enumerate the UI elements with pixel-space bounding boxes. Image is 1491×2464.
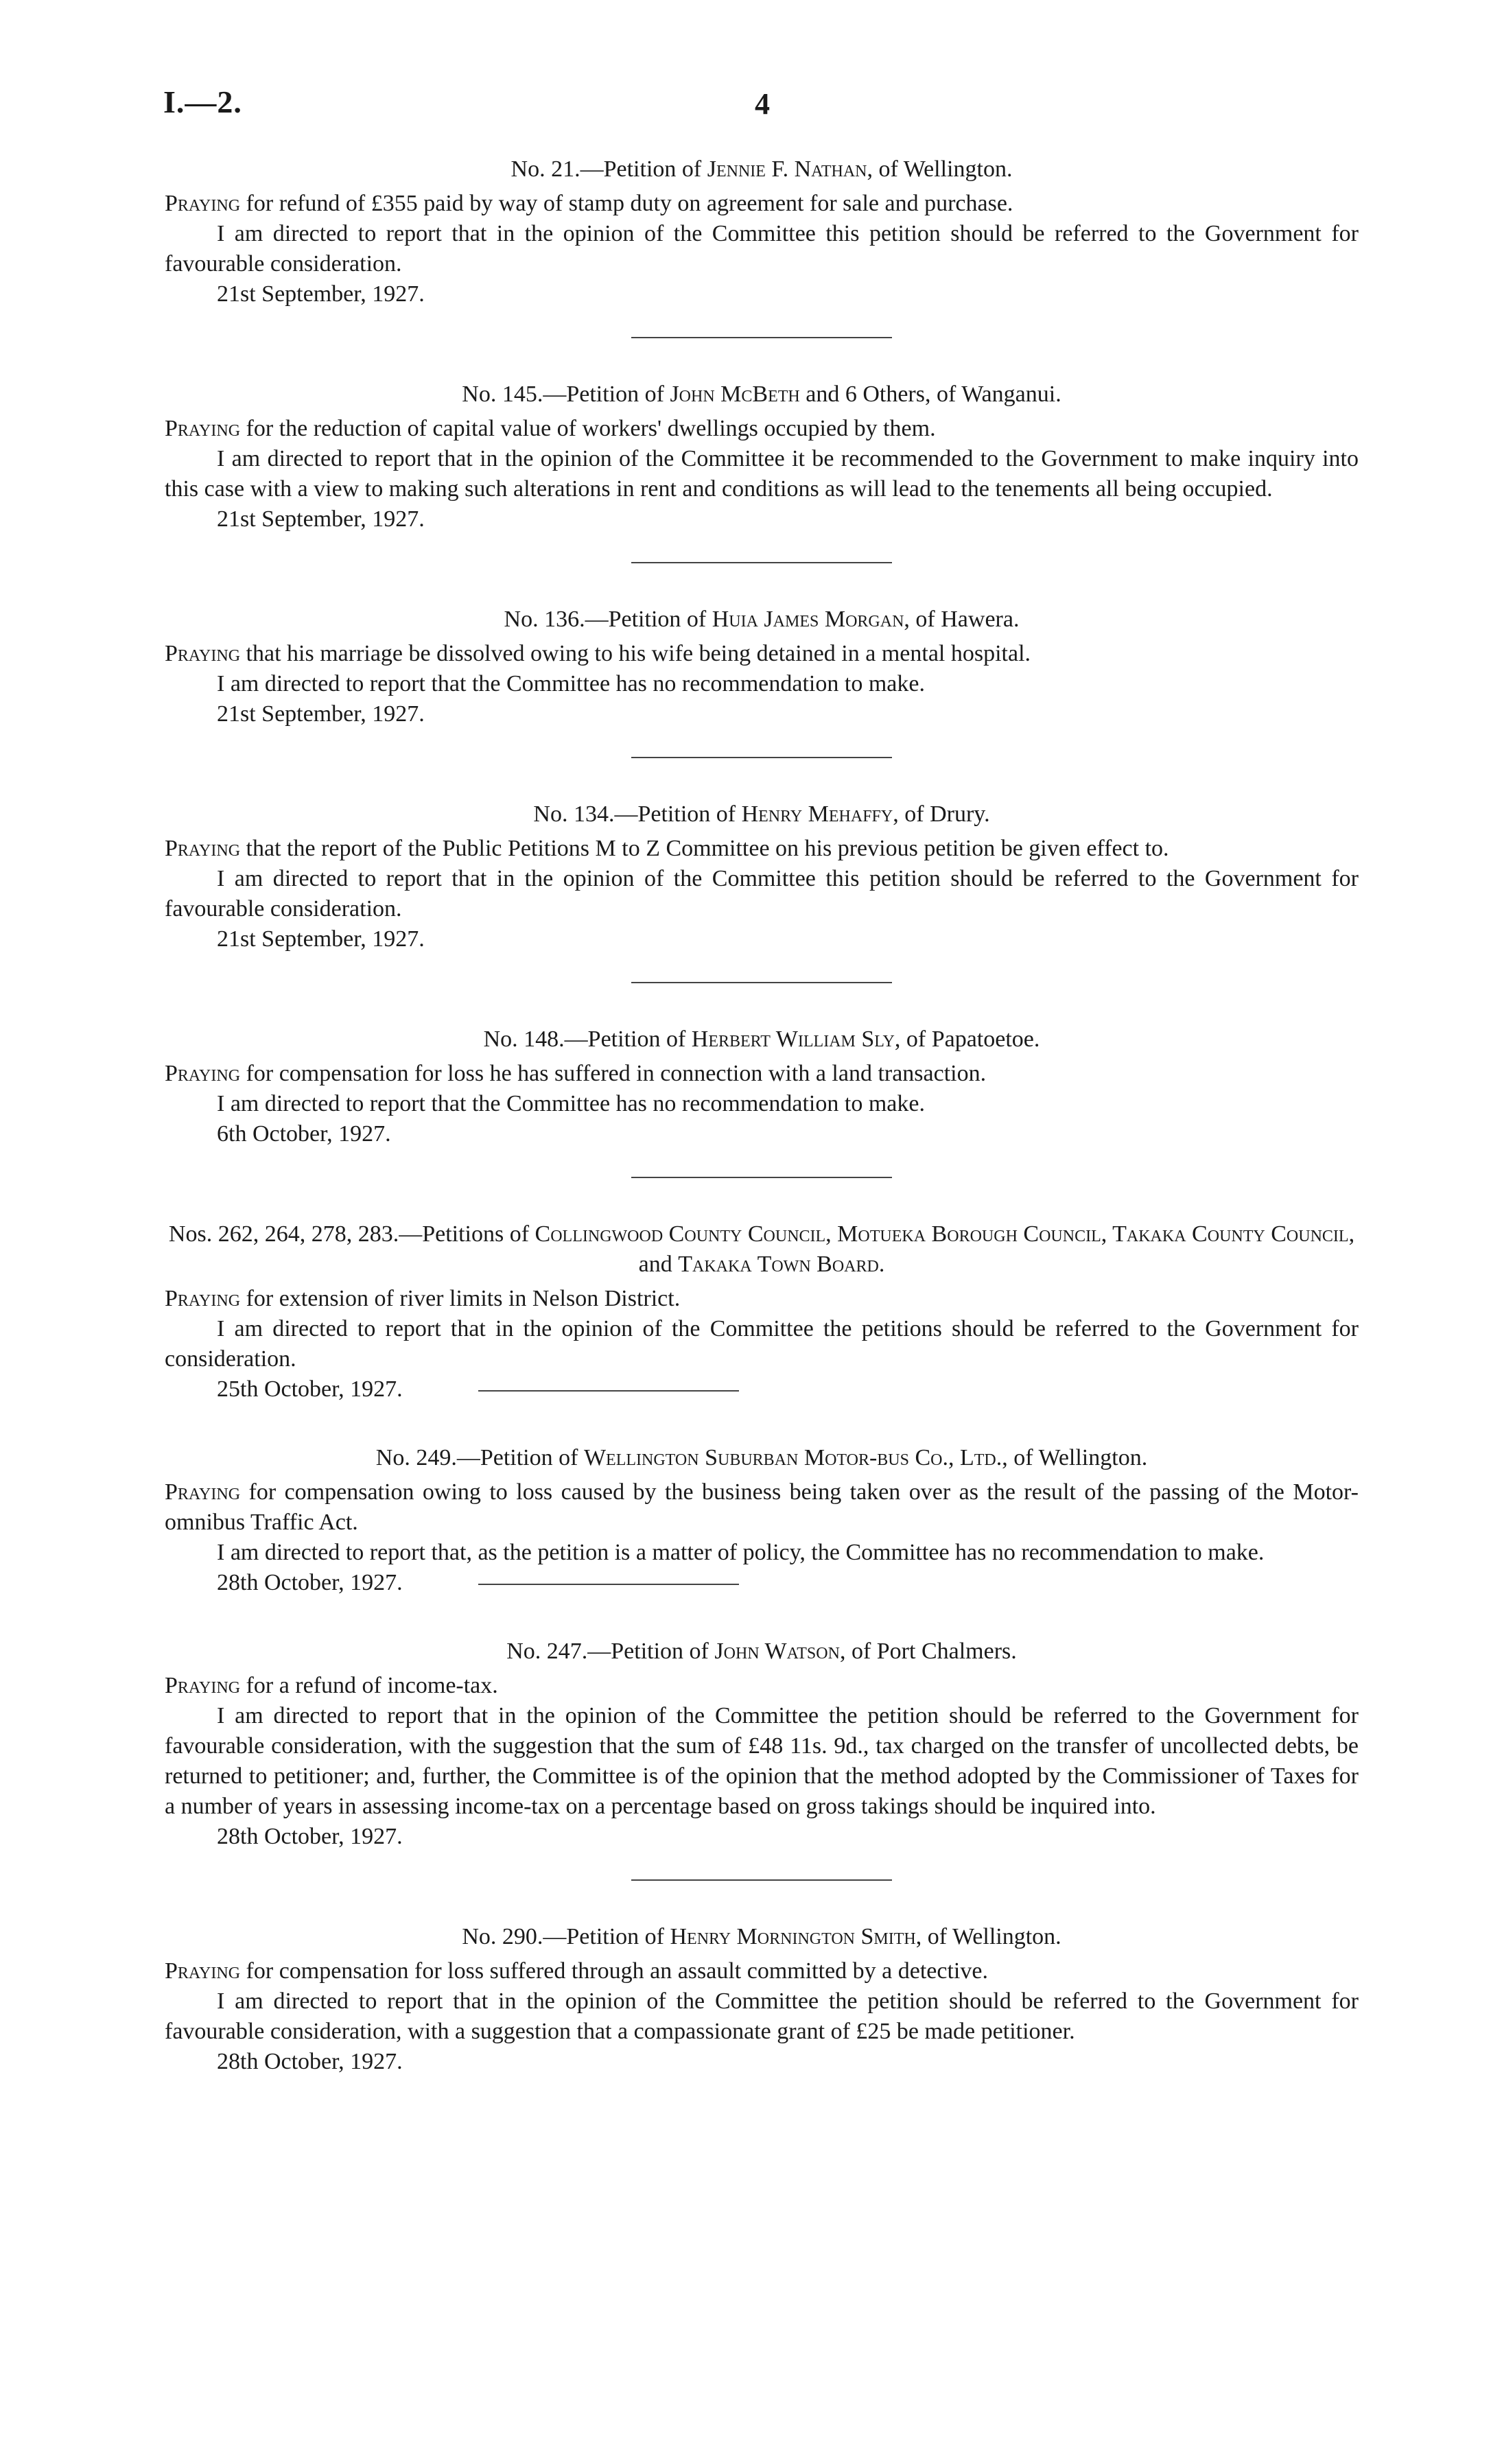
praying-word: Praying [165, 1286, 241, 1311]
petition-title [165, 1443, 1359, 1473]
report-paragraph: I am directed to report that in the opinion of the Committee this petition should be referred to the Government for favourable consideration. [165, 866, 1359, 922]
petition-title [165, 1024, 1359, 1055]
praying-paragraph [165, 834, 1359, 864]
petitioner-name: Huia James Morgan [712, 607, 904, 632]
petition-number: No. 136.—Petition of [504, 607, 707, 632]
petitioner-name: Herbert William Sly [691, 1026, 895, 1052]
petitioner-name-2: Takaka Town Board [678, 1252, 879, 1277]
paper-reference: I.—2. [163, 84, 242, 119]
report-paragraph: I am directed to report that in the opinion of the Committee it be recommended to the Government to make inquiry into this case with a view to making such alterations in rent and conditions as will lead to the tenements all being occupied. [165, 446, 1359, 502]
report-paragraph: I am directed to report that in the opinion of the Committee the petition should be referred to the Government for favourable consideration, with a suggestion that a compassionate grant of £25 be made petitioner. [165, 1988, 1359, 2044]
praying-text: for compensation for loss he has suffered in connection with a land transaction. [240, 1061, 987, 1086]
praying-text: for refund of £355 paid by way of stamp duty on agreement for sale and purchase. [240, 191, 1013, 216]
separator-rule [631, 1879, 892, 1881]
separator-rule [478, 1584, 739, 1585]
petition-title [165, 1636, 1359, 1667]
separator-rule [631, 1177, 892, 1178]
separator-rule [631, 982, 892, 983]
praying-paragraph [165, 189, 1359, 219]
petition-title [165, 1922, 1359, 1952]
petition-entry [165, 1024, 1359, 1149]
petition-title [165, 379, 1359, 410]
report-date: 6th October, 1927. [217, 1121, 391, 1147]
praying-word: Praying [165, 641, 241, 666]
petitioner-place: , of Port Chalmers. [839, 1639, 1017, 1664]
date-row [217, 1374, 1359, 1405]
petition-title [165, 154, 1359, 185]
separator-rule [631, 757, 892, 758]
report-date: 28th October, 1927. [217, 1824, 403, 1849]
petitioner-name: Jennie F. Nathan [707, 156, 867, 182]
petition-number: No. 21.—Petition of [510, 156, 702, 182]
report-date: 21st September, 1927. [217, 506, 425, 532]
praying-paragraph [165, 1284, 1359, 1314]
praying-word: Praying [165, 416, 241, 441]
petitioner-place: , of Hawera. [904, 607, 1020, 632]
report-date: 21st September, 1927. [217, 926, 425, 952]
petition-entry [165, 605, 1359, 729]
praying-paragraph [165, 639, 1359, 669]
petition-number: No. 134.—Petition of [533, 801, 736, 827]
petition-entry [165, 154, 1359, 309]
petition-entry [165, 379, 1359, 535]
petition-number: No. 247.—Petition of [506, 1639, 709, 1664]
petitions-list [165, 154, 1359, 2077]
petition-entry [165, 1636, 1359, 1852]
petitioner-place: and 6 Others, of Wanganui. [799, 382, 1061, 407]
petitioner-place: , of Wellington. [1002, 1445, 1148, 1470]
petitioner-name: Henry Mehaffy [741, 801, 893, 827]
report-date: 21st September, 1927. [217, 281, 425, 307]
petitioner-name: Wellington Suburban Motor-bus Co., Ltd. [583, 1445, 1002, 1470]
petitioner-name: John Watson [714, 1639, 840, 1664]
praying-text: for compensation for loss suffered through an assault committed by a detective. [240, 1958, 988, 1984]
praying-text: for extension of river limits in Nelson District. [240, 1286, 681, 1311]
praying-text: for the reduction of capital value of workers' dwellings occupied by them. [240, 416, 936, 441]
date-row [217, 1568, 1359, 1598]
praying-text: for a refund of income-tax. [240, 1673, 498, 1698]
report-paragraph: I am directed to report that in the opinion of the Committee the petition should be referred to the Government for favourable consideration, with the suggestion that the sum of £48 11s. 9d., tax charged on the transfer of uncollected debts, be returned to petitioner; and, further, the Committee is of the opinion that the method adopted by the Commissioner of Taxes for a number of years in assessing income-tax on a percentage based on gross takings should be inquired into. [165, 1703, 1359, 1819]
petition-entry [165, 1219, 1359, 1405]
report-date: 21st September, 1927. [217, 701, 425, 727]
petition-entry [165, 1443, 1359, 1598]
praying-text: for compensation owing to loss caused by the business being taken over as the result of the passing of the Motor-omnibus Traffic Act. [165, 1479, 1359, 1535]
report-paragraph: I am directed to report that, as the petition is a matter of policy, the Committee has no recommendation to make. [217, 1540, 1265, 1565]
petitioner-place: , and [638, 1221, 1355, 1277]
petition-title [165, 799, 1359, 830]
praying-paragraph [165, 1477, 1359, 1538]
praying-text: that the report of the Public Petitions M to Z Committee on his previous petition be given effect to. [240, 836, 1169, 861]
report-paragraph: I am directed to report that in the opinion of the Committee the petitions should be referred to the Government for consideration. [165, 1316, 1359, 1372]
petition-entry [165, 799, 1359, 954]
petitioner-place: , of Wellington. [915, 1924, 1061, 1949]
separator-rule [478, 1390, 739, 1392]
petitioner-place: , of Drury. [893, 801, 990, 827]
petition-number: No. 290.—Petition of [462, 1924, 664, 1949]
petition-number: No. 148.—Petition of [483, 1026, 686, 1052]
separator-rule [631, 337, 892, 338]
praying-word: Praying [165, 836, 241, 861]
praying-word: Praying [165, 1061, 241, 1086]
petition-number: No. 145.—Petition of [462, 382, 664, 407]
praying-paragraph [165, 1059, 1359, 1089]
praying-text: that his marriage be dissolved owing to his wife being detained in a mental hospital. [240, 641, 1031, 666]
petitioner-name: Collingwood County Council, Motueka Borough Council, Takaka County Council [535, 1221, 1349, 1247]
petitioner-place-2: . [878, 1252, 885, 1277]
praying-word: Praying [165, 1673, 241, 1698]
petitioner-place: , of Wellington. [867, 156, 1013, 182]
praying-word: Praying [165, 1479, 241, 1505]
report-date: 28th October, 1927. [217, 2049, 403, 2074]
praying-paragraph [165, 414, 1359, 444]
petitioner-place: , of Papatoetoe. [894, 1026, 1040, 1052]
petitioner-name: Henry Mornington Smith [670, 1924, 916, 1949]
praying-paragraph [165, 1671, 1359, 1701]
page-number: 4 [755, 87, 770, 121]
report-paragraph: I am directed to report that the Committee has no recommendation to make. [217, 1091, 925, 1116]
praying-word: Praying [165, 191, 241, 216]
praying-paragraph [165, 1956, 1359, 1986]
petition-number: No. 249.—Petition of [375, 1445, 578, 1470]
report-date: 28th October, 1927. [217, 1570, 403, 1595]
report-paragraph: I am directed to report that the Committee has no recommendation to make. [217, 671, 925, 696]
petitioner-name: John McBeth [670, 382, 800, 407]
petition-entry [165, 1922, 1359, 2077]
praying-word: Praying [165, 1958, 241, 1984]
petition-title [165, 1219, 1359, 1280]
petition-number: Nos. 262, 264, 278, 283.—Petitions of [168, 1221, 530, 1247]
separator-rule [631, 562, 892, 563]
report-date: 25th October, 1927. [217, 1376, 403, 1402]
report-paragraph: I am directed to report that in the opinion of the Committee this petition should be referred to the Government for favourable consideration. [165, 221, 1359, 277]
petition-title [165, 605, 1359, 635]
